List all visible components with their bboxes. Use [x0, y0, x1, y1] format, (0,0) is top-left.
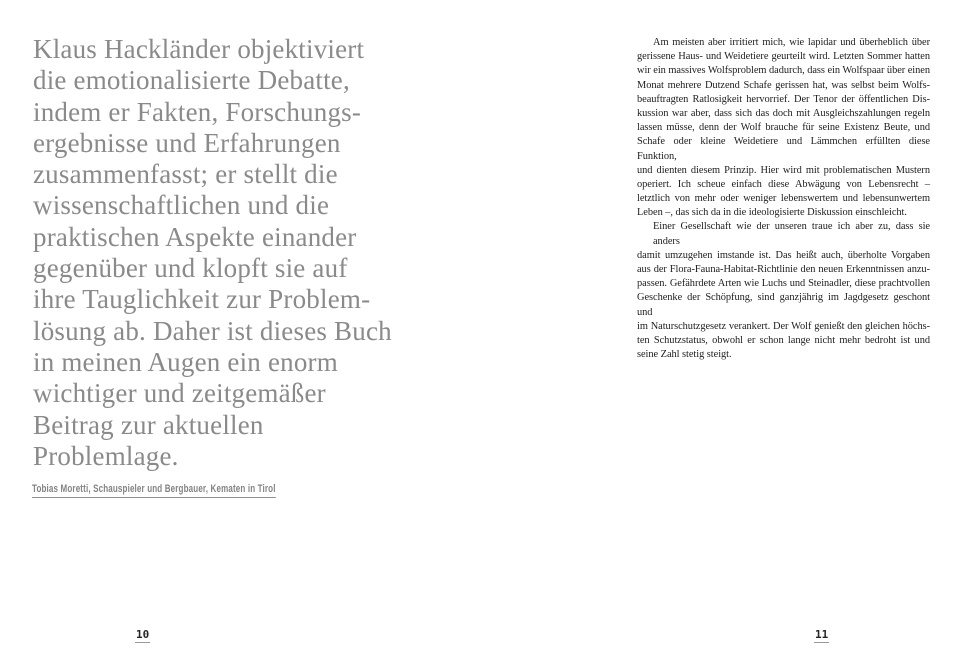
quote-line: wissenschaftlichen und die	[33, 190, 330, 221]
quote-line: Beitrag zur aktuellen	[33, 409, 264, 440]
text-line: wir ein massives Wolfsproblem dadurch, dass ein Wolfspaar über einen	[637, 65, 930, 77]
page-number-left: 10	[136, 628, 150, 641]
quote-line: in meinen Augen ein enorm	[33, 346, 338, 377]
text-line: ten Schutzstatus, obwohl er schon lange nicht mehr bedroht ist und	[637, 334, 930, 346]
quote-line: Problemlage.	[33, 440, 179, 471]
text-line: kussion war aber, dass sich das doch mit Ausgleichszahlungen regeln	[637, 107, 930, 119]
quote-line: praktischen Aspekte einander	[33, 221, 357, 252]
pull-quote	[33, 34, 392, 472]
text-line: Geschenke der Schöpfung, sind ganzjährig im Jagdgesetz geschont und	[637, 292, 930, 318]
text-line: beauftragten Ratlosigkeit hervorrief. Der Tenor der öffentlichen Dis-	[637, 93, 930, 105]
quote-line: indem er Fakten, Forschungs-	[33, 96, 362, 127]
quote-line: gegenüber und klopft sie auf	[33, 253, 348, 284]
paragraph	[637, 220, 930, 362]
quote-line: wichtiger und zeitgemäßer	[33, 378, 326, 409]
text-line: aus der Flora-Fauna-Habitat-Richtlinie den neuen Erkenntnissen anzu-	[637, 264, 930, 275]
text-line: Schafe oder kleine Weidetiere und Lämmchen erfüllten diese Funktion,	[637, 136, 930, 162]
page-number-right: 11	[815, 628, 829, 641]
text-line: Einer Gesellschaft wie der unseren traue ich aber zu, dass sie anders	[653, 221, 930, 247]
text-line: Monat mehrere Dutzend Schafe gerissen hat, was selbst beim Wolfs-	[637, 79, 930, 91]
quote-line: ihre Tauglichkeit zur Problem-	[33, 284, 371, 315]
quote-line: lösung ab. Daher ist dieses Buch	[33, 315, 392, 346]
body-text-column	[637, 36, 930, 362]
text-line: operiert. Ich scheue einfach diese Abwägung von Lebensrecht –	[637, 178, 930, 190]
text-line: gerissene Haus- und Weidetiere geurteilt wird. Letzten Sommer hatten	[637, 51, 930, 63]
text-line: Am meisten aber irritiert mich, wie lapidar und überheblich über	[653, 37, 930, 48]
text-line: im Naturschutzgesetz verankert. Der Wolf genießt den gleichen höchs-	[637, 320, 930, 332]
quote-line: die emotionalisierte Debatte,	[33, 65, 350, 96]
paragraph	[637, 36, 930, 220]
text-line: Leben –, das sich da in die ideologisierte Diskussion einschleicht.	[637, 207, 907, 219]
quote-attribution-text: Tobias Moretti, Schauspieler und Bergbauer, Kematen in Tirol	[32, 483, 276, 498]
text-line: lassen müsse, denn der Wolf brauche für seine Existenz Beute, und	[637, 122, 930, 134]
quote-line: Klaus Hackländer objektiviert	[33, 34, 365, 64]
text-line: passen. Gefährdete Arten wie Luchs und Steinadler, diese prachtvollen	[637, 278, 930, 290]
quote-attribution	[32, 479, 366, 498]
quote-line: zusammenfasst; er stellt die	[33, 159, 338, 190]
text-line: seine Zahl stetig steigt.	[637, 349, 732, 361]
text-line: und dienten diesem Prinzip. Hier wird mit problematischen Mustern	[637, 164, 930, 176]
text-line: letztlich von mehr oder weniger lebenswertem und lebensunwertem	[637, 193, 930, 205]
text-line: damit umzugehen imstande ist. Das heißt auch, überholte Vorgaben	[637, 249, 930, 261]
quote-line: ergebnisse und Erfahrungen	[33, 127, 341, 158]
